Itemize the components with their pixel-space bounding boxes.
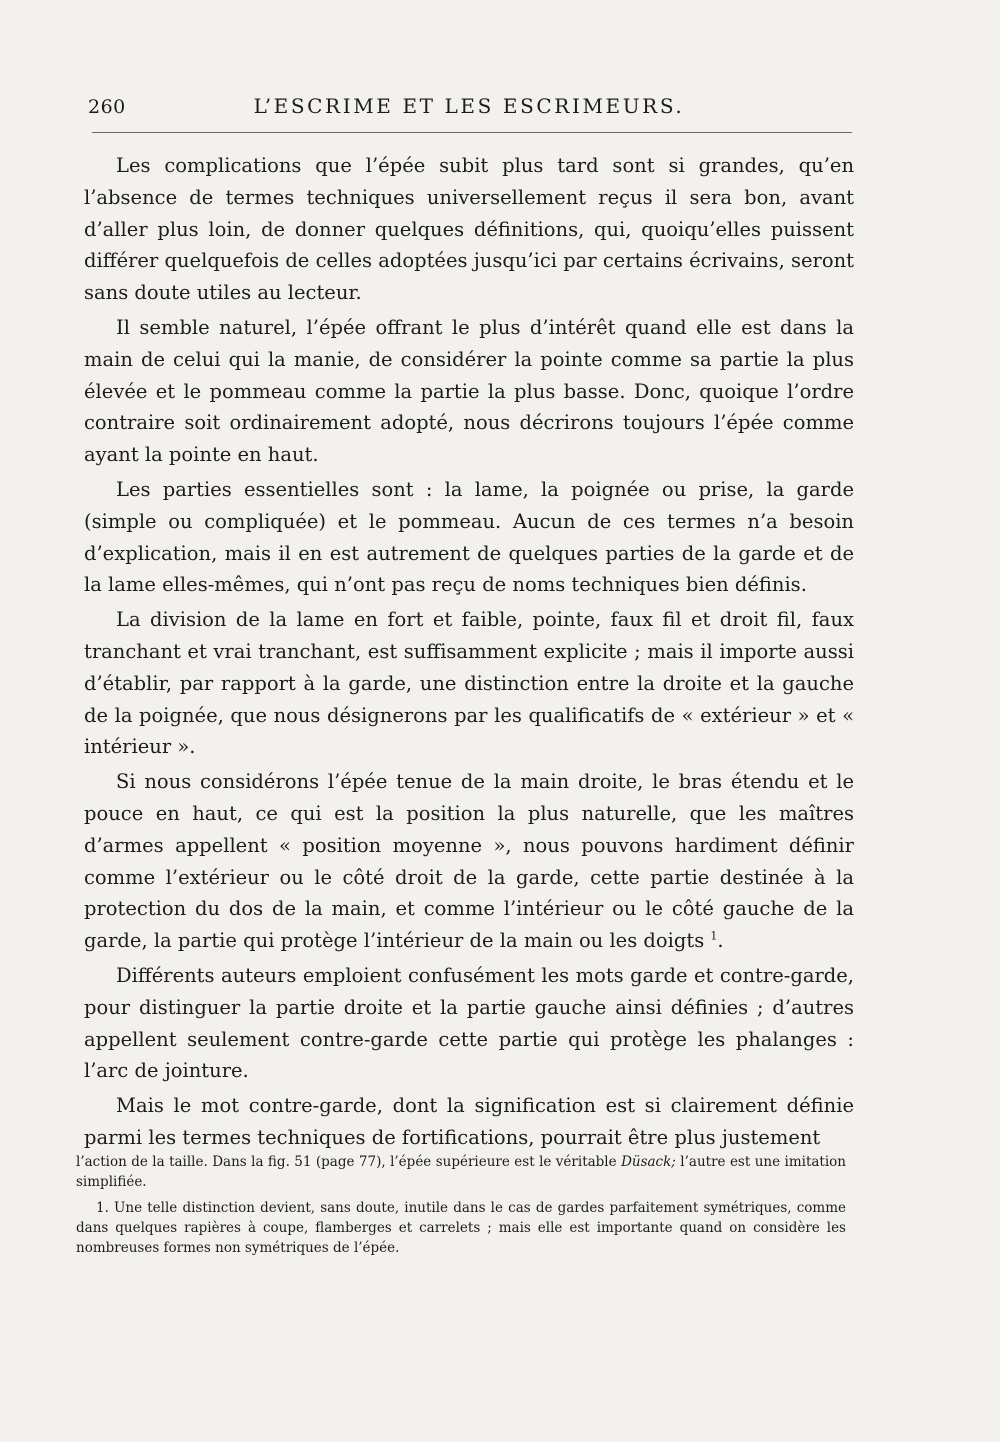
footnote-continued: [76, 1152, 846, 1192]
paragraph: Mais le mot contre-garde, dont la signification est si clairement définie parmi les termes techniques de fortifications, pourrait être plus justement: [84, 1094, 854, 1149]
paragraph-text: Si nous considérons l’épée tenue de la main droite, le bras étendu et le pouce en haut, ce qui est la position la plus naturelle, que les maîtres d’armes appellent « position moyenne », nous pouvons hardiment définir comme l’extérieur ou le côté droit de la garde, cette partie destinée à la protection du dos de la main, et comme l’intérieur ou le côté gauche de la garde, la partie qui protège l’intérieur de la main ou les doigts: [84, 770, 854, 953]
header-rule: [92, 132, 852, 133]
body-text: [84, 150, 854, 1154]
footnotes: [76, 1152, 846, 1258]
page-number: 260: [88, 96, 126, 118]
footnote-text: l’action de la taille. Dans la fig. 51 (page 77), l’épée supérieure est le véritable: [76, 1154, 617, 1170]
footnote-italic-term: Düsack;: [621, 1154, 676, 1170]
running-title: L’ESCRIME ET LES ESCRIMEURS.: [253, 94, 685, 118]
paragraph: Les complications que l’épée subit plus tard sont si grandes, qu’en l’absence de termes techniques universellement reçus il sera bon, avant d’aller plus loin, de donner quelques définitions, qui, quoiqu’elles puissent différer quelquefois de celles adoptées jusqu’ici par certains écrivains, seront sans doute utiles au lecteur.: [84, 154, 854, 305]
paragraph-end: .: [717, 929, 724, 953]
footnote-reference[interactable]: 1: [710, 929, 718, 943]
paragraph: Il semble naturel, l’épée offrant le plus d’intérêt quand elle est dans la main de celui qui la manie, de considérer la pointe comme sa partie la plus élevée et le pommeau comme la partie la plus basse. Donc, quoique l’ordre contraire soit ordinairement adopté, nous décrirons toujours l’épée comme ayant la pointe en haut.: [84, 315, 854, 467]
footnote-1: 1. Une telle distinction devient, sans doute, inutile dans le cas de gardes parfaitement symétriques, comme dans quelques rapières à coupe, flamberges et carrelets ; mais elle est importante quand on considère les nombreuses formes non symétriques de l’épée.: [76, 1200, 846, 1256]
paragraph: Les parties essentielles sont : la lame, la poignée ou prise, la garde (simple ou compliquée) et le pommeau. Aucun de ces termes n’a besoin d’explication, mais il en est autrement de quelques parties de la garde et de la lame elles-mêmes, qui n’ont pas reçu de noms techniques bien définis.: [84, 477, 854, 597]
paragraph: Différents auteurs emploient confusément les mots garde et contre-garde, pour distinguer la partie droite et la partie gauche ainsi définies ; d’autres appellent seulement contre-garde cette partie qui protège les phalanges : l’arc de jointure.: [84, 963, 854, 1083]
page-header: [88, 92, 850, 128]
footnote-text: l’autre est une imitation simplifiée.: [76, 1154, 846, 1190]
paragraph: La division de la lame en fort et faible, pointe, faux fil et droit fil, faux tranchant et vrai tranchant, est suffisamment explicite ; mais il importe aussi d’établir, par rapport à la garde, une distinction entre la droite et la gauche de la poignée, que nous désignerons par les qualificatifs de « extérieur » et « intérieur ».: [84, 608, 854, 759]
paragraph-with-note: [84, 766, 854, 957]
